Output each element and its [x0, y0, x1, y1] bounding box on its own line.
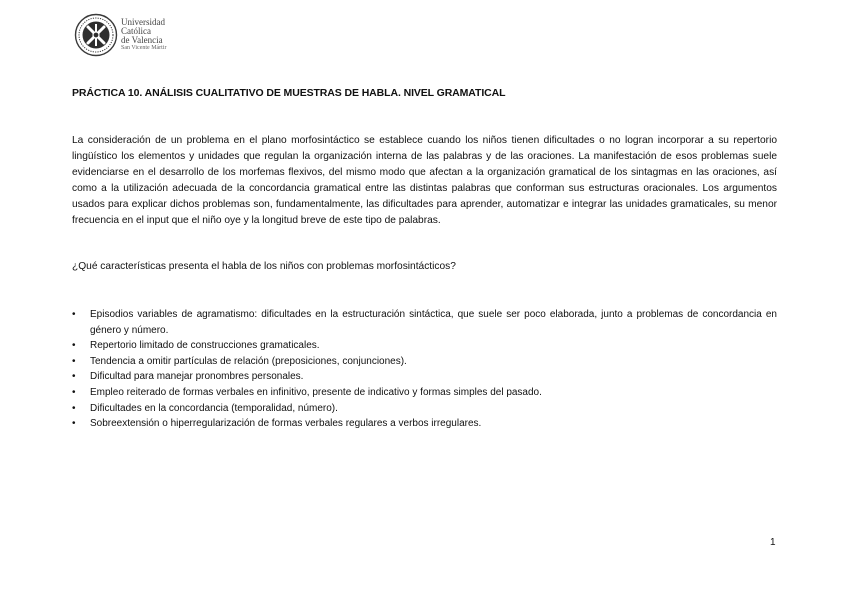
page-number: 1	[770, 537, 776, 548]
logo-line-2: Católica	[121, 26, 151, 36]
list-item: • Repertorio limitado de construcciones gramaticales.	[72, 338, 777, 354]
list-item: • Sobreextensión o hiperregularización de formas verbales regulares a verbos irregulares.	[72, 416, 777, 432]
intro-paragraph: La consideración de un problema en el plano morfosintáctico se establece cuando los niños tienen dificultades o no logran incorporar a su repertorio lingüístico los elementos y unidades que regulan la organización interna de las palabras y de las oraciones. La manifestación de esos problemas suele evidenciarse en el desarrollo de los morfemas flexivos, del mismo modo que afectan a la organización gramatical de los sintagmas en las oraciones, así como a la utilización adecuada de la concordancia gramatical entre las distintas palabras que conforman sus estructuras oracionales. Los argumentos usados para explicar dichos problemas son, fundamentalmente, las dificultades para aprender, automatizar e integrar las unidades gramaticales, su menor frecuencia en el input que el niño oye y la longitud breve de este tipo de palabras.	[72, 135, 777, 226]
list-item: • Empleo reiterado de formas verbales en infinitivo, presente de indicativo y formas simples del pasado.	[72, 385, 777, 401]
document-title: PRÁCTICA 10. ANÁLISIS CUALITATIVO DE MUESTRAS DE HABLA. NIVEL GRAMATICAL	[72, 87, 506, 99]
logo-line-4: San Vicente Mártir	[121, 45, 167, 51]
logo-line-1: Universidad	[121, 17, 165, 27]
university-name	[121, 18, 167, 52]
list-item: • Dificultad para manejar pronombres personales.	[72, 369, 777, 385]
university-logo	[74, 13, 174, 55]
list-item: • Tendencia a omitir partículas de relación (preposiciones, conjunciones).	[72, 354, 777, 370]
university-seal-icon	[74, 13, 118, 57]
question-text: ¿Qué características presenta el habla de los niños con problemas morfosintácticos?	[72, 261, 456, 272]
characteristics-list	[72, 307, 777, 432]
list-item: • Dificultades en la concordancia (temporalidad, número).	[72, 401, 777, 417]
list-item: • Episodios variables de agramatismo: dificultades en la estructuración sintáctica, que suele ser poco elaborada, junto a problemas de concordancia en género y número.	[72, 307, 777, 338]
logo-line-3: de Valencia	[121, 35, 163, 45]
